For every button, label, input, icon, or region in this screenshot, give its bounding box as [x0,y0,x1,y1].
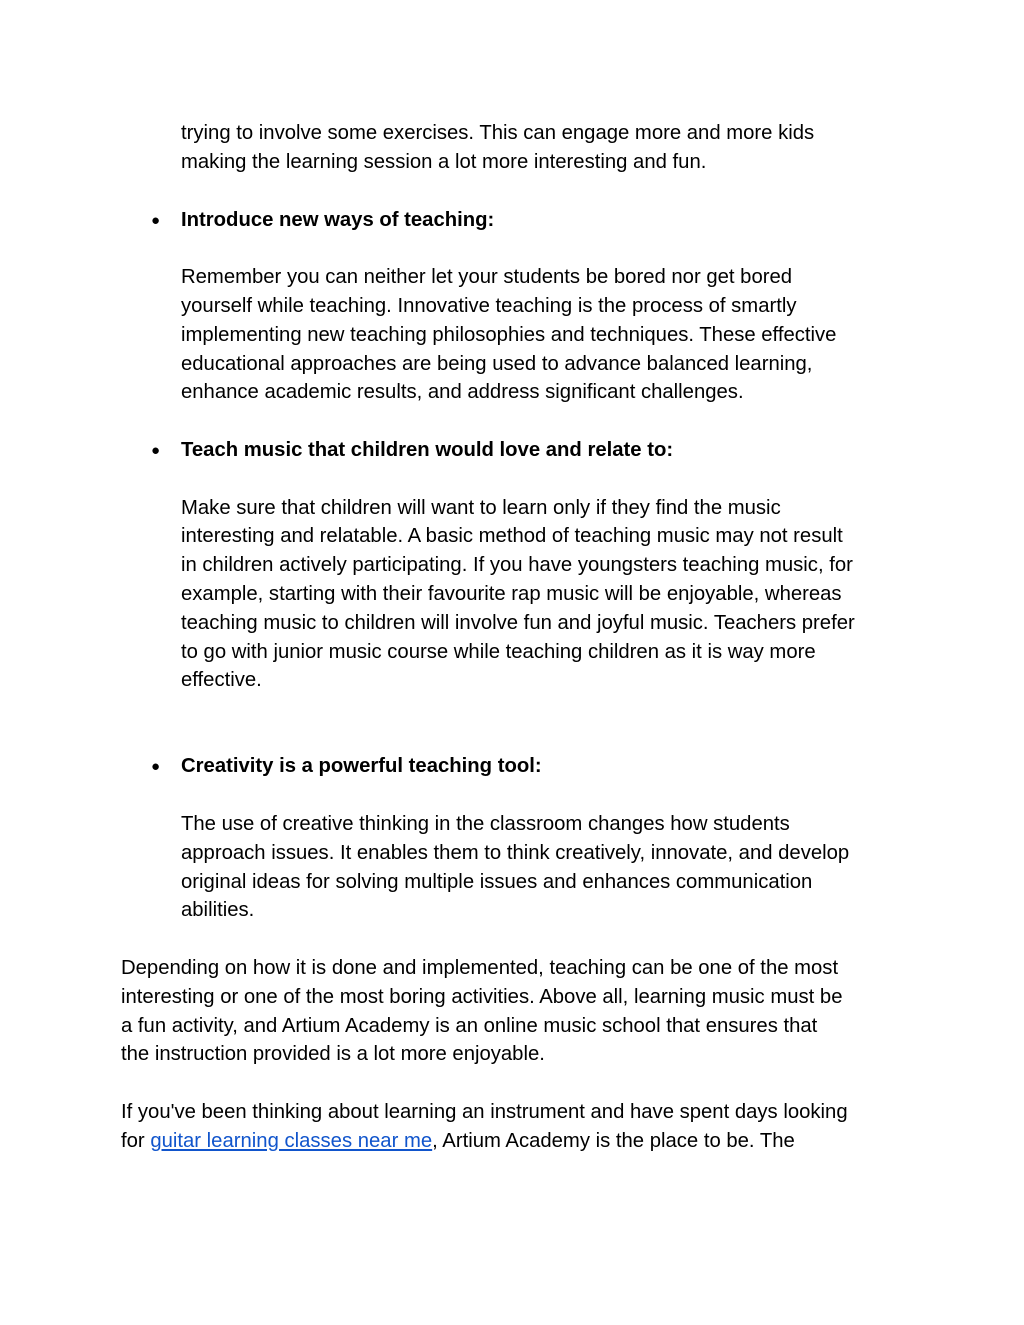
section-body-line: in children actively participating. If you have youngsters teaching music, for [181,554,853,576]
section-body-line: original ideas for solving multiple issues and enhances communication [181,871,813,893]
section-body-line: interesting and relatable. A basic method of teaching music may not result [181,525,843,547]
section-body-line: yourself while teaching. Innovative teaching is the process of smartly [181,295,797,317]
section-heading: Teach music that children would love and relate to: [181,439,674,461]
section-heading: Introduce new ways of teaching: [181,209,495,231]
section-body-line: to go with junior music course while teaching children as it is way more [181,641,816,663]
section-body-line: implementing new teaching philosophies and techniques. These effective [181,324,837,346]
intro-line: trying to involve some exercises. This can engage more and more kids [181,122,815,144]
section-body-line: Make sure that children will want to learn only if they find the music [181,497,781,519]
conclusion-line: a fun activity, and Artium Academy is an online music school that ensures that [121,1015,818,1037]
conclusion-line: the instruction provided is a lot more enjoyable. [121,1043,545,1065]
section-heading: Creativity is a powerful teaching tool: [181,755,542,777]
section-body-line: enhance academic results, and address significant challenges. [181,381,744,403]
section-body-line: educational approaches are being used to advance balanced learning, [181,353,813,375]
section-body-line: Remember you can neither let your students be bored nor get bored [181,266,793,288]
closing-line: If you've been thinking about learning an instrument and have spent days looking [121,1101,848,1123]
closing-line-with-link [121,1127,795,1156]
closing-suffix: , Artium Academy is the place to be. The [432,1130,795,1152]
intro-line: making the learning session a lot more interesting and fun. [181,151,707,173]
section-body-line: example, starting with their favourite rap music will be enjoyable, whereas [181,583,842,605]
section-body-line: effective. [181,669,262,691]
section-body-line: abilities. [181,899,255,921]
closing-prefix: for [121,1130,151,1152]
section-body-line: The use of creative thinking in the classroom changes how students [181,813,790,835]
section-body-line: approach issues. It enables them to think creatively, innovate, and develop [181,842,850,864]
section-body-line: teaching music to children will involve fun and joyful music. Teachers prefer [181,612,855,634]
bullet-icon: ● [151,442,161,459]
conclusion-line: Depending on how it is done and implemented, teaching can be one of the most [121,957,839,979]
conclusion-line: interesting or one of the most boring activities. Above all, learning music must be [121,986,843,1008]
bullet-icon: ● [151,758,161,775]
bullet-icon: ● [151,212,161,229]
guitar-classes-link[interactable]: guitar learning classes near me [150,1130,433,1152]
